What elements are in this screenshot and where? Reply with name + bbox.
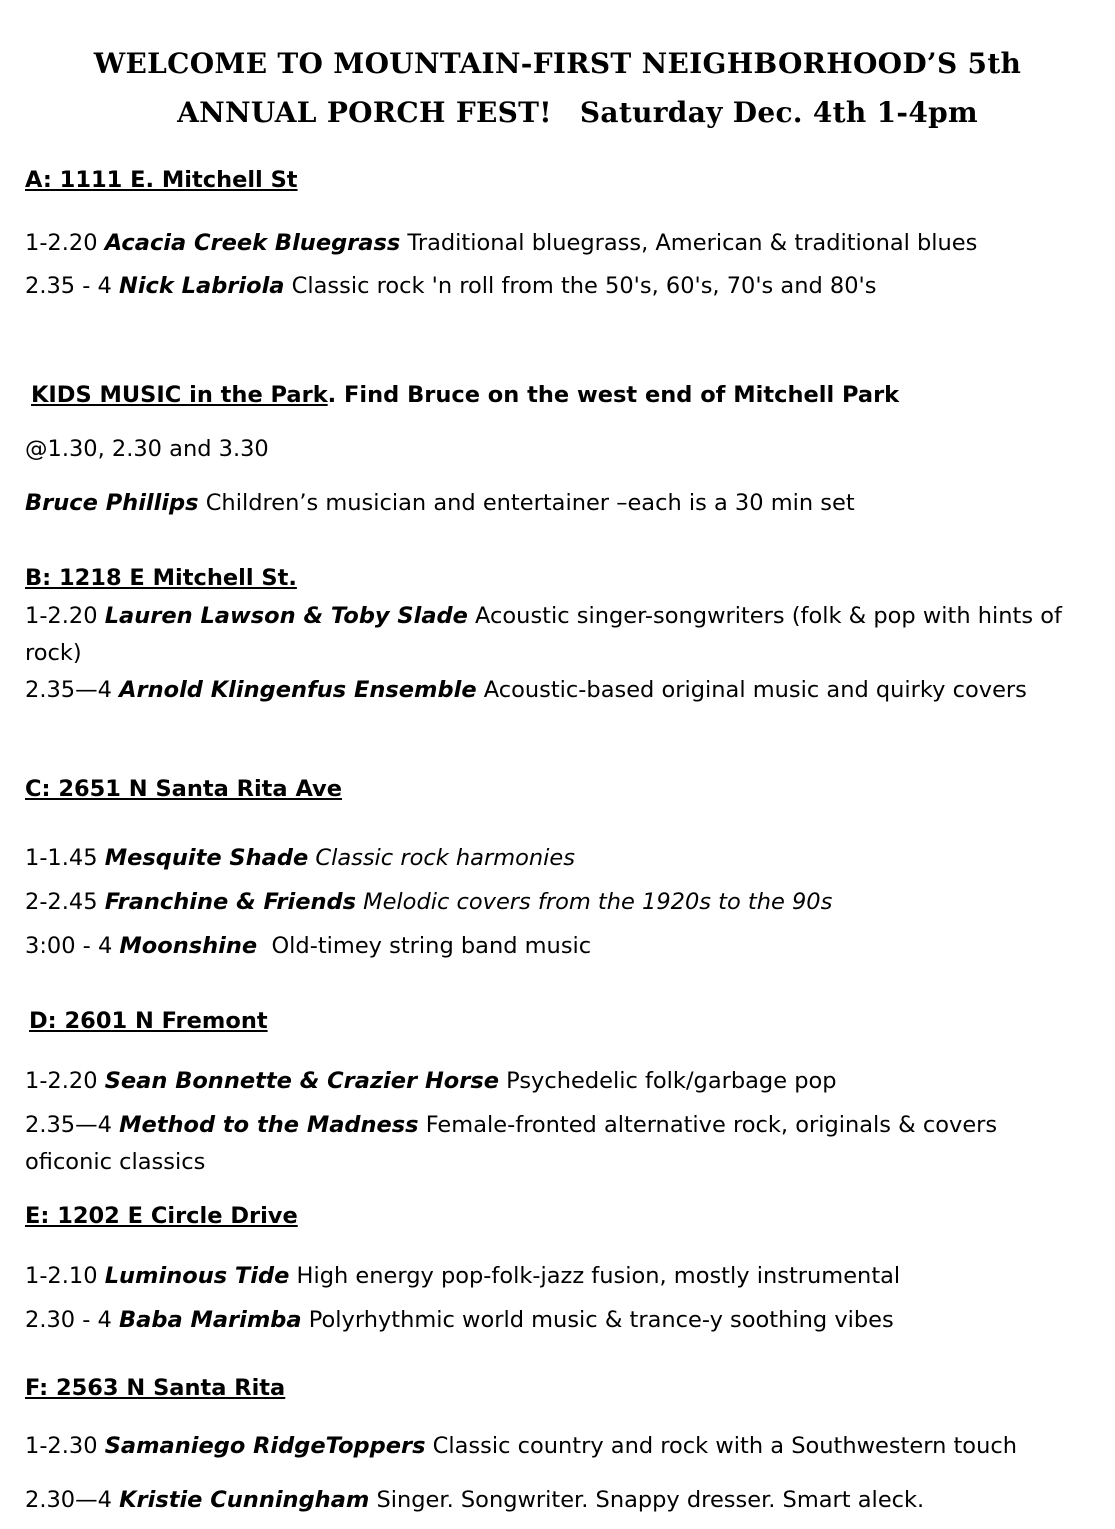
venue-d-act-1 bbox=[25, 1068, 837, 1094]
act-band: Arnold Klingenfus Ensemble bbox=[119, 677, 477, 703]
act-band: Nick Labriola bbox=[119, 273, 285, 299]
act-desc: Old-timey string band music bbox=[271, 933, 592, 959]
act-time: 2.30 - 4 bbox=[25, 1307, 112, 1333]
act-band: Kristie Cunningham bbox=[119, 1487, 370, 1513]
venue-e-heading: E: 1202 E Circle Drive bbox=[25, 1203, 298, 1229]
kids-times: @1.30, 2.30 and 3.30 bbox=[25, 436, 269, 462]
act-time: 1-2.20 bbox=[25, 603, 98, 629]
act-band: Samaniego RidgeToppers bbox=[104, 1433, 426, 1459]
page-title-line2 bbox=[0, 96, 1115, 129]
act-band: Lauren Lawson & Toby Slade bbox=[104, 603, 468, 629]
act-time: 1-2.10 bbox=[25, 1263, 98, 1289]
act-band: Method to the Madness bbox=[119, 1112, 419, 1138]
act-time: 1-2.20 bbox=[25, 1068, 98, 1094]
venue-e-act-1 bbox=[25, 1263, 900, 1289]
kids-act bbox=[25, 490, 855, 516]
act-desc: Children’s musician and entertainer –each is a 30 min set bbox=[205, 490, 855, 516]
kids-heading-title: KIDS MUSIC in the Park bbox=[31, 382, 328, 408]
venue-c-heading: C: 2651 N Santa Rita Ave bbox=[25, 776, 342, 802]
venue-c-act-2 bbox=[25, 889, 832, 915]
act-time: 1-2.30 bbox=[25, 1433, 98, 1459]
act-desc: Acoustic-based original music and quirky covers bbox=[483, 677, 1027, 703]
act-time: 2.35 - 4 bbox=[25, 273, 112, 299]
act-desc: Polyrhythmic world music & trance-y soothing vibes bbox=[308, 1307, 894, 1333]
venue-b-act-1 bbox=[25, 598, 1110, 672]
act-desc: Classic rock harmonies bbox=[315, 845, 575, 871]
act-band: Franchine & Friends bbox=[104, 889, 357, 915]
venue-e-act-2 bbox=[25, 1307, 894, 1333]
act-time: 3:00 - 4 bbox=[25, 933, 113, 959]
act-time: 2.30—4 bbox=[25, 1487, 112, 1513]
page-title-line1: WELCOME TO MOUNTAIN-FIRST NEIGHBORHOOD’S 5th bbox=[93, 47, 1022, 80]
venue-a-heading: A: 1111 E. Mitchell St bbox=[25, 167, 298, 193]
act-band: Sean Bonnette & Crazier Horse bbox=[104, 1068, 499, 1094]
act-desc: Psychedelic folk/garbage pop bbox=[506, 1068, 837, 1094]
venue-a-act-1 bbox=[25, 230, 977, 256]
venue-f-act-1 bbox=[25, 1433, 1017, 1459]
act-band: Acacia Creek Bluegrass bbox=[104, 230, 401, 256]
act-desc: Melodic covers from the 1920s to the 90s bbox=[363, 889, 833, 915]
venue-c-act-3 bbox=[25, 933, 591, 959]
act-band: Bruce Phillips bbox=[25, 490, 199, 516]
kids-heading bbox=[31, 382, 899, 408]
title-date: Saturday Dec. 4th 1-4pm bbox=[579, 96, 978, 129]
act-band: Luminous Tide bbox=[104, 1263, 290, 1289]
kids-heading-rest: . Find Bruce on the west end of Mitchell Park bbox=[327, 382, 900, 408]
venue-b-act-2 bbox=[25, 677, 1027, 703]
venue-d-heading: D: 2601 N Fremont bbox=[29, 1008, 268, 1034]
act-time: 2.35—4 bbox=[25, 677, 112, 703]
act-desc: Singer. Songwriter. Snappy dresser. Smart aleck. bbox=[376, 1487, 925, 1513]
act-desc: High energy pop-folk-jazz fusion, mostly instrumental bbox=[296, 1263, 901, 1289]
title-fest-name: ANNUAL PORCH FEST! bbox=[177, 96, 552, 129]
venue-b-heading: B: 1218 E Mitchell St. bbox=[25, 565, 297, 591]
act-desc: Classic country and rock with a Southwestern touch bbox=[432, 1433, 1017, 1459]
act-time: 2-2.45 bbox=[25, 889, 98, 915]
act-band: Baba Marimba bbox=[119, 1307, 302, 1333]
act-desc: Acoustic singer-songwriters (folk & pop with hints of rock) bbox=[25, 603, 1062, 666]
venue-d-act-2 bbox=[25, 1107, 1015, 1181]
venue-c-act-1 bbox=[25, 845, 575, 871]
act-desc: Traditional bluegrass, American & traditional blues bbox=[407, 230, 978, 256]
venue-f-heading: F: 2563 N Santa Rita bbox=[25, 1375, 286, 1401]
act-desc: Female-fronted alternative rock, originals & covers oficonic classics bbox=[25, 1112, 998, 1175]
venue-a-act-2 bbox=[25, 273, 876, 299]
act-band: Mesquite Shade bbox=[104, 845, 309, 871]
act-time: 1-2.20 bbox=[25, 230, 98, 256]
act-band: Moonshine bbox=[119, 933, 258, 959]
act-desc: Classic rock 'n roll from the 50's, 60's, 70's and 80's bbox=[291, 273, 877, 299]
venue-f-act-2 bbox=[25, 1487, 924, 1513]
act-time: 2.35—4 bbox=[25, 1112, 112, 1138]
act-time: 1-1.45 bbox=[25, 845, 98, 871]
